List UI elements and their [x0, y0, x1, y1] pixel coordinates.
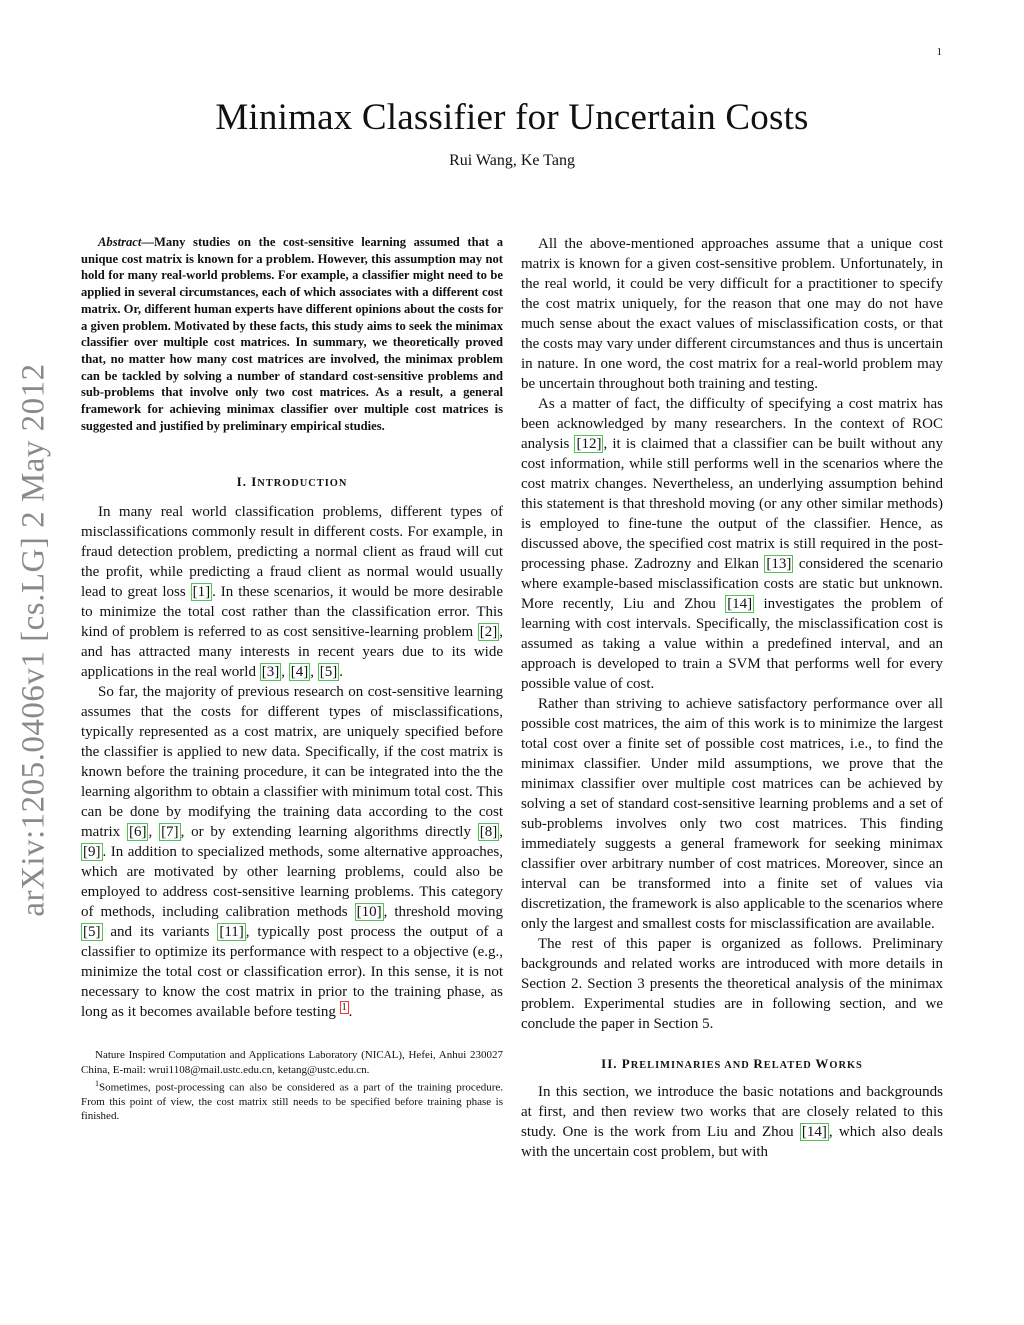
footnote-text: Sometimes, post-processing can also be considered as a part of the training procedure. From this point of view, the cost matrix still needs to be specified before training phase is finished.: [81, 1081, 503, 1122]
citation-link[interactable]: [14]: [727, 596, 753, 612]
abstract: [81, 234, 503, 434]
section-initial: R: [753, 1056, 764, 1071]
text-run: In this section, we introduce the basic notations and backgrounds at first, and then review two works that are closely related to this study. One is the work from Liu and Zhou: [521, 1084, 943, 1140]
text-run: So far, the majority of previous research on cost-sensitive learning assumes that the costs for different types of misclassifications, typically represented as a cost matrix, are uniquely specified before the classifier is applied to new data. Specifically, if the cost matrix is known before the training procedure, it can be integrated into the the learning algorithm to obtain a classifier with minimum total cost. This can be done by modifying the training data according to the cost matrix: [81, 684, 503, 841]
section-title-rest: ORKS: [829, 1060, 863, 1071]
affiliation-footnote: Nature Inspired Computation and Applications Laboratory (NICAL), Hefei, Anhui 230027 China, E-mail: wrui1108@mail.ustc.edu.cn, ketang@ustc.edu.cn.: [81, 1049, 503, 1076]
citation-link[interactable]: [2]: [479, 624, 498, 641]
citation-link[interactable]: [14]: [801, 1124, 827, 1140]
right-paragraph-1: All the above-mentioned approaches assume that a unique cost matrix is known for a given cost-sensitive problem. Unfortunately, in the real world, it could be very difficult for a practitioner to specify the cost matrix uniquely, for the reason that one may do not have much sense about the exact values of misclassification costs, or that the costs may vary under different circumstances and thus is uncertain in nature. In one word, the cost matrix for a real-world problem may be uncertain throughout both training and testing.: [521, 236, 943, 392]
section-heading-introduction: [81, 474, 503, 490]
section-numeral: II.: [601, 1056, 622, 1071]
citation-link[interactable]: [4]: [290, 664, 309, 681]
abstract-text: Many studies on the cost-sensitive learning assumed that a unique cost matrix is known for a problem. However, this assumption may not hold for many real-world problems. For example, a classifier might need to be applied in several circumstances, each of which associates with a different cost matrix. Or, different human experts have different opinions about the costs for a given problem. Motivated by these facts, this study aims to seek the minimax classifier over multiple cost matrices. In summary, we theoretically proved that, no matter how many cost matrices are involved, the minimax problem can be tackled by solving a number of standard cost-sensitive problems and sub-problems that involve only two cost matrices. As a result, a general framework for achieving minimax classifier over multiple cost matrices is suggested and justified by preliminary empirical studies.: [81, 235, 503, 433]
left-column: [81, 234, 503, 1123]
citation-link[interactable]: [10]: [356, 904, 382, 921]
arxiv-id: arXiv:1205.0406v1 [cs.LG] 2 May 2012: [15, 363, 52, 917]
citation-link[interactable]: [5]: [319, 664, 338, 681]
citation-link[interactable]: [13]: [766, 556, 792, 572]
text-run: , or by extending learning algorithms directly: [180, 824, 478, 841]
text-run: , it is claimed that a classifier can be built without any cost information, while still performs well in the scenarios where the cost matrix changes. Nevertheless, an underlying assumption behind this statement is that threshold moving (or any other similar methods) is employed to fine-tune the output of the classifier. Hence, as discussed above, the specified cost matrix is still required in the post-processing phase. Zadrozny and Elkan: [521, 436, 943, 572]
right-column: [521, 234, 943, 1162]
text-run: , and has attracted many interests in recent years due to its wide applications in the real world: [81, 624, 503, 681]
text-run: , typically post process the output of a classifier to optimize its performance with respect to a objective (e.g., minimize the total cost or classification error). In this sense, it is not necessary to know the cost matrix in prior to the training phase, as long as it becomes available before testing: [81, 924, 503, 1021]
citation-link[interactable]: [3]: [261, 664, 280, 681]
text-run: , threshold moving: [383, 904, 503, 921]
section-title-rest: NTRODUCTION: [257, 478, 348, 490]
right-paragraph-2: [521, 394, 943, 694]
section-title-rest: RELIMINARIES AND: [630, 1060, 754, 1071]
text-run: considered the scenario where example-based misclassification costs are static but unknown. More recently, Liu and Zhou: [521, 556, 943, 612]
footnote-link[interactable]: 1: [341, 1002, 347, 1014]
text-run: investigates the problem of learning with cost intervals. Specifically, the misclassification cost is assumed as taking a value within a predefined interval, and an approach is developed to train a SVM that performs well for every possible value of cost.: [521, 596, 943, 692]
citation-link[interactable]: [9]: [83, 844, 101, 861]
text-run: , which also deals with the uncertain cost problem, but with: [521, 1124, 943, 1160]
text-run: and its variants: [102, 924, 218, 941]
page-number: 1: [936, 46, 942, 58]
right-paragraph-5: [521, 1082, 943, 1162]
text-run: As a matter of fact, the difficulty of specifying a cost matrix has been acknowledged by many researchers. In the context of ROC analysis: [521, 396, 943, 452]
text-run: In many real world classification problems, different types of misclassifications commonly result in different costs. For example, in fraud detection problem, predicting a normal client as fraud will cut the profit, while predicting a fraud client as normal would usually lead to great loss: [81, 504, 503, 601]
footnote-mark: 1: [95, 1078, 99, 1088]
section-title-rest: ELATED: [763, 1060, 816, 1071]
text-run: . In addition to specialized methods, some alternative approaches, which are motivated by other learning problems, could also be employed to address cost-sensitive learning problems. This category of methods, including calibration methods: [81, 844, 503, 921]
right-paragraph-4: The rest of this paper is organized as follows. Preliminary backgrounds and related works are introduced with more details in Section 2. Section 3 presents the theoretical analysis of the minimax problem. Experimental studies are in following section, and we conclude the paper in Section 5.: [521, 936, 943, 1032]
section-initial: W: [815, 1056, 830, 1071]
citation-link[interactable]: [1]: [192, 584, 211, 601]
right-paragraph-3: Rather than striving to achieve satisfactory performance over all possible cost matrices, the aim of this work is to minimize the largest total cost over a finite set of possible cost matrices, i.e., to find the minimax classifier. Under mild assumptions, we prove that the minimax classifier over multiple cost matrices can be achieved by solving a set of standard cost-sensitive learning problems and a set of sub-problems involves only two cost matrices. This finding immediately suggests a general framework for seeking minimax classifier over arbitrary number of cost matrices. Moreover, since an interval can be transformed into a finite set of values via discretization, the framework is also applicable to the scenarios where only the largest and smallest costs for misclassification are available.: [521, 696, 943, 932]
paper-authors: Rui Wang, Ke Tang: [449, 152, 575, 169]
citation-link[interactable]: [5]: [83, 924, 101, 941]
intro-paragraph-1: In many real world classification problems, different types of misclassifications commonly result in different costs. For example, in fraud detection problem, predicting a normal client as fraud will cut the profit, while predicting a fraud client as normal would usually lead to great loss [1] . In these scenarios, it would be more desirable to minimize the total cost rather than the classification error. This kind of problem is referred to as cost sensitive-learning problem [2] , and has attracted many interests in recent years due to its wide applications in the real world [3] , [4] , [5] .: [81, 504, 503, 681]
abstract-lead: Abstract: [98, 235, 142, 249]
citation-link[interactable]: [8]: [479, 824, 498, 841]
section-initial: I: [251, 474, 258, 490]
footnotes: [81, 1048, 503, 1123]
footnote-1: [81, 1077, 503, 1123]
paper-title: Minimax Classifier for Uncertain Costs: [215, 97, 809, 138]
intro-paragraph-2: So far, the majority of previous research on cost-sensitive learning assumes that the costs for different types of misclassifications, typically represented as a cost matrix, are uniquely specified before the classifier is applied to new data. Specifically, if the cost matrix is known before the training procedure, it can be integrated into the the learning algorithm to obtain a classifier with minimum total cost. This can be done by modifying the training data according to the cost matrix [6] , [7] , or by extending learning algorithms directly [8] , [9] . In addition to specialized methods, some alternative approaches, which are motivated by other learning problems, could also be employed to address cost-sensitive learning problems. This category of methods, including calibration methods [10] , threshold moving [5] and its variants [11] , typically post process the output of a classifier to optimize its performance with respect to a objective (e.g., minimize the total cost or classification error). In this sense, it is not necessary to know the cost matrix in prior to the training phase, as long as it becomes available before testing $^1$ .: [81, 684, 504, 1021]
section-initial: P: [621, 1056, 631, 1071]
section-numeral: I.: [236, 474, 252, 490]
section-heading-preliminaries: [521, 1056, 943, 1072]
abstract-dash: —: [141, 235, 154, 249]
citation-link[interactable]: [11]: [219, 924, 244, 941]
citation-link[interactable]: [6]: [128, 824, 147, 841]
citation-link[interactable]: [7]: [161, 824, 179, 841]
citation-link[interactable]: [12]: [576, 436, 602, 452]
text-run: . In these scenarios, it would be more desirable to minimize the total cost rather than the classification error. This kind of problem is referred to as cost sensitive-learning problem: [81, 584, 503, 641]
